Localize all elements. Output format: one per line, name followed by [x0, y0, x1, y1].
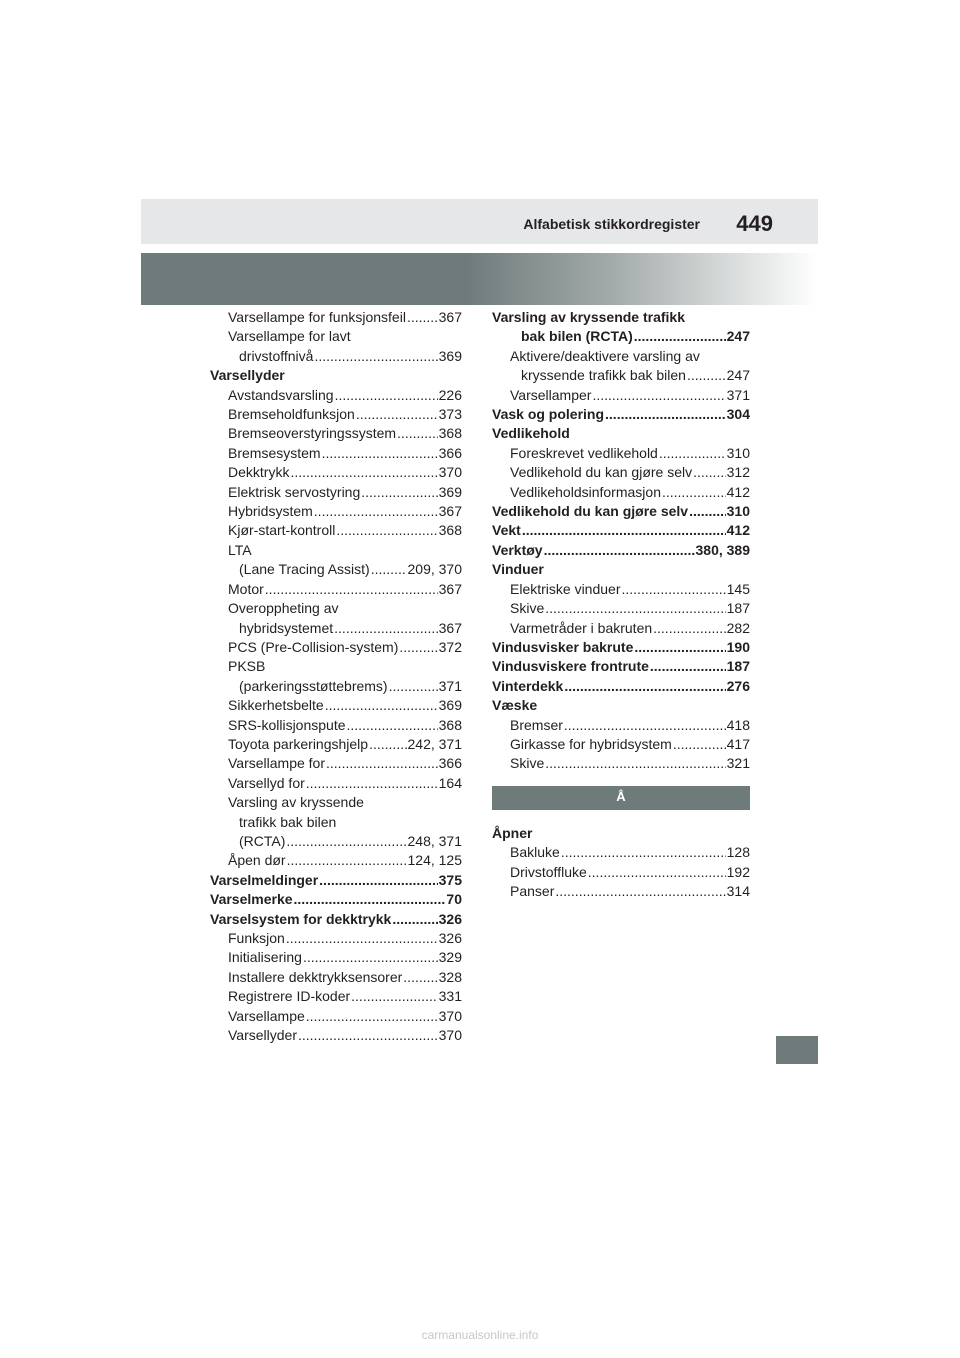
index-entry — [210, 774, 462, 793]
dot-leader — [322, 444, 438, 463]
index-entry — [210, 987, 462, 1006]
index-term: Varsellampe — [228, 1007, 305, 1024]
index-entry — [210, 366, 462, 385]
index-term: Vedlikeholdsinformasjon — [510, 483, 661, 500]
dot-leader — [407, 308, 438, 327]
index-entry — [210, 560, 462, 579]
index-entry — [492, 580, 750, 599]
index-entry — [210, 619, 462, 638]
dot-leader — [689, 502, 726, 521]
dot-leader — [298, 1026, 438, 1045]
index-term: kryssende trafikk bak bilen — [521, 367, 686, 384]
dot-leader — [314, 347, 437, 366]
index-entry — [492, 735, 750, 754]
index-term: Varsellampe for — [228, 755, 326, 772]
index-entry — [210, 580, 462, 599]
index-entry — [210, 929, 462, 948]
page-reference: 242, 371 — [407, 735, 462, 752]
dot-leader — [545, 754, 725, 773]
index-term: SRS-kollisjonspute — [228, 716, 346, 733]
index-entry — [210, 851, 462, 870]
dot-leader — [314, 502, 438, 521]
page-reference: 128 — [726, 844, 750, 861]
index-entry — [492, 463, 750, 482]
index-term: Registrere ID-koder — [228, 988, 351, 1005]
index-term: Væske — [492, 697, 538, 714]
index-entry — [210, 677, 462, 696]
index-entry — [210, 890, 462, 909]
index-term: Varsellyder — [210, 367, 285, 384]
index-term: Panser — [510, 882, 555, 899]
index-entry — [492, 824, 750, 843]
index-entry — [492, 863, 750, 882]
dot-leader — [544, 541, 695, 560]
index-term: Varselmeldinger — [210, 871, 319, 888]
dot-leader — [319, 871, 437, 890]
dot-leader — [650, 657, 726, 676]
index-term: Varsellamper — [510, 386, 592, 403]
dot-leader — [653, 619, 726, 638]
dot-leader — [561, 843, 726, 862]
index-entry — [492, 502, 750, 521]
index-entry — [210, 541, 462, 560]
index-entry — [210, 968, 462, 987]
index-term: Motor — [228, 580, 264, 597]
page-reference: 375 — [438, 871, 462, 888]
index-entry — [210, 754, 462, 773]
page-reference: 370 — [438, 464, 462, 481]
index-entry — [492, 405, 750, 424]
page-reference: 371 — [438, 677, 462, 694]
index-entry — [492, 386, 750, 405]
dot-leader — [303, 948, 438, 967]
dot-leader — [399, 638, 437, 657]
dot-leader — [397, 424, 438, 443]
page-reference: 304 — [726, 406, 750, 423]
index-entry — [492, 444, 750, 463]
index-term: Aktivere/deaktivere varsling av — [510, 347, 700, 364]
dot-leader — [336, 521, 437, 540]
index-term: Varsling av kryssende — [228, 794, 364, 811]
dot-leader — [545, 599, 725, 618]
index-list-v — [492, 308, 750, 774]
page-reference: 370 — [438, 1007, 462, 1024]
index-entry — [210, 657, 462, 676]
index-entry — [210, 813, 462, 832]
page-reference: 164 — [438, 774, 462, 791]
index-term: LTA — [228, 541, 252, 558]
dot-leader — [403, 968, 437, 987]
index-entry — [492, 541, 750, 560]
index-term: PKSB — [228, 658, 266, 675]
page-reference: 310 — [726, 503, 750, 520]
dot-leader — [294, 890, 446, 909]
page-reference: 368 — [438, 716, 462, 733]
page-reference: 247 — [726, 328, 750, 345]
page-reference: 368 — [438, 425, 462, 442]
dot-leader — [356, 405, 438, 424]
dot-leader — [693, 463, 726, 482]
index-entry — [492, 424, 750, 443]
index-term: Drivstoffluke — [510, 863, 587, 880]
index-entry — [210, 793, 462, 812]
dot-leader — [286, 832, 406, 851]
page-reference: 209, 370 — [407, 561, 462, 578]
index-term: Dekktrykk — [228, 464, 290, 481]
dot-leader — [564, 677, 725, 696]
page-reference: 412 — [726, 483, 750, 500]
watermark: carmanualsonline.info — [421, 1328, 539, 1342]
index-term: Varsellampe for lavt — [228, 328, 351, 345]
page-reference: 70 — [446, 891, 462, 908]
page-reference: 331 — [438, 988, 462, 1005]
dot-leader — [306, 1007, 438, 1026]
index-entry — [210, 405, 462, 424]
index-term: Åpen dør — [228, 852, 286, 869]
dot-leader — [634, 638, 725, 657]
index-term: Vindusvisker bakrute — [492, 638, 634, 655]
page-reference: 145 — [726, 580, 750, 597]
page-reference: 418 — [726, 716, 750, 733]
page-reference: 373 — [438, 406, 462, 423]
index-term: Vekt — [492, 522, 521, 539]
index-entry — [210, 910, 462, 929]
index-term: Varmetråder i bakruten — [510, 619, 653, 636]
dot-leader — [325, 696, 438, 715]
index-entry — [210, 386, 462, 405]
dot-leader — [622, 580, 726, 599]
index-term: Verktøy — [492, 541, 543, 558]
index-entry — [210, 638, 462, 657]
page-reference: 276 — [726, 677, 750, 694]
page-title: Alfabetisk stikkordregister — [523, 216, 700, 232]
page-reference: 366 — [438, 755, 462, 772]
index-entry — [492, 366, 750, 385]
index-term: Varsellyd for — [228, 774, 305, 791]
index-term: Bremseoverstyringssystem — [228, 425, 397, 442]
index-term: Varsellampe for funksjonsfeil — [228, 309, 406, 325]
index-term: trafikk bak bilen — [239, 813, 337, 830]
dot-leader — [361, 483, 437, 502]
index-entry — [492, 347, 750, 366]
page-reference: 329 — [438, 949, 462, 966]
page-reference: 226 — [438, 386, 462, 403]
page-reference: 369 — [438, 697, 462, 714]
index-entry — [210, 463, 462, 482]
index-term: Vask og polering — [492, 406, 605, 423]
page-reference: 367 — [438, 580, 462, 597]
index-term: Varselmerke — [210, 891, 293, 908]
index-entry — [210, 1007, 462, 1026]
index-term: Sikkerhetsbelte — [228, 697, 324, 714]
index-entry — [492, 327, 750, 346]
page-reference: 310 — [726, 444, 750, 461]
index-entry — [492, 483, 750, 502]
page-reference: 282 — [726, 619, 750, 636]
page-reference: 371 — [726, 386, 750, 403]
dot-leader — [326, 754, 438, 773]
index-term: PCS (Pre-Collision-system) — [228, 638, 399, 655]
page-reference: 321 — [726, 755, 750, 772]
dot-leader — [286, 929, 438, 948]
index-entry — [210, 444, 462, 463]
index-term: Vedlikehold du kan gjøre selv — [492, 503, 689, 520]
index-entry — [492, 521, 750, 540]
dot-leader — [290, 463, 437, 482]
index-entry — [210, 502, 462, 521]
index-entry — [210, 483, 462, 502]
index-term: Åpner — [492, 824, 533, 841]
index-entry — [492, 677, 750, 696]
page-reference: 124, 125 — [407, 852, 462, 869]
page-number: 449 — [736, 211, 773, 236]
page-reference: 247 — [726, 367, 750, 384]
index-entry — [210, 832, 462, 851]
page-reference: 192 — [726, 863, 750, 880]
index-term: Skive — [510, 600, 545, 617]
index-list-aa — [492, 824, 750, 902]
page-reference: 367 — [438, 309, 462, 325]
dot-leader — [351, 987, 437, 1006]
index-term: Funksjon — [228, 930, 285, 946]
page-reference: 187 — [726, 658, 750, 675]
index-term: Vedlikehold du kan gjøre selv — [510, 464, 693, 481]
index-term: Varsellyder — [228, 1027, 297, 1044]
index-column-left — [210, 308, 462, 1045]
page-reference: 328 — [438, 968, 462, 985]
page-reference: 369 — [438, 483, 462, 500]
index-entry — [492, 638, 750, 657]
index-term: Bremsesystem — [228, 444, 321, 461]
dot-leader — [306, 774, 438, 793]
index-term: Vindusviskere frontrute — [492, 658, 649, 675]
dot-leader — [265, 580, 438, 599]
dot-leader — [371, 560, 407, 579]
page-reference: 314 — [726, 882, 750, 899]
index-entry — [210, 948, 462, 967]
page-reference: 370 — [438, 1027, 462, 1044]
index-term: Avstandsvarsling — [228, 386, 334, 403]
page-reference: 367 — [438, 503, 462, 520]
index-entry — [210, 871, 462, 890]
index-entry — [210, 599, 462, 618]
dot-leader — [334, 619, 437, 638]
dot-leader — [687, 366, 726, 385]
index-term: Toyota parkeringshjelp — [228, 735, 369, 752]
dot-leader — [347, 716, 438, 735]
dot-leader — [555, 882, 725, 901]
page-reference: 326 — [438, 910, 462, 927]
index-entry — [492, 619, 750, 638]
index-entry — [492, 657, 750, 676]
index-entry — [492, 308, 750, 327]
dot-leader — [522, 521, 726, 540]
dot-leader — [673, 735, 726, 754]
index-entry — [492, 754, 750, 773]
index-term: Vinterdekk — [492, 677, 564, 694]
page-reference: 326 — [438, 930, 462, 946]
index-term: Hybridsystem — [228, 503, 313, 520]
dot-leader — [369, 735, 406, 754]
index-entry — [210, 696, 462, 715]
index-term: (RCTA) — [239, 832, 286, 849]
index-column-right — [492, 308, 750, 901]
page-reference: 412 — [726, 522, 750, 539]
index-term: Bremser — [510, 716, 563, 733]
dot-leader — [592, 386, 725, 405]
index-entry — [210, 1026, 462, 1045]
decorative-header-band — [141, 253, 818, 305]
dot-leader — [564, 716, 726, 735]
page-reference: 312 — [726, 464, 750, 481]
page-reference: 187 — [726, 600, 750, 617]
page-reference: 417 — [726, 735, 750, 752]
index-term: Overoppheting av — [228, 600, 339, 617]
index-term: Initialisering — [228, 949, 302, 966]
page-reference: 366 — [438, 444, 462, 461]
index-term: Varselsystem for dekktrykk — [210, 910, 392, 927]
index-term: Skive — [510, 755, 545, 772]
dot-leader — [588, 863, 726, 882]
index-term: bak bilen (RCTA) — [521, 328, 633, 345]
dot-leader — [392, 910, 437, 929]
section-tab-marker — [776, 1036, 818, 1064]
dot-leader — [662, 483, 726, 502]
index-term: hybridsystemet — [239, 619, 334, 636]
index-entry — [492, 716, 750, 735]
index-entry — [492, 843, 750, 862]
dot-leader — [335, 386, 438, 405]
index-entry — [492, 696, 750, 715]
index-entry — [492, 560, 750, 579]
dot-leader — [659, 444, 726, 463]
index-term: (Lane Tracing Assist) — [239, 561, 370, 578]
index-entry — [210, 327, 462, 346]
page-header — [141, 199, 818, 244]
index-term: Bremseholdfunksjon — [228, 406, 355, 423]
index-term: Bakluke — [510, 844, 560, 861]
page-reference: 380, 389 — [695, 541, 750, 558]
dot-leader — [605, 405, 726, 424]
index-term: Kjør-start-kontroll — [228, 522, 336, 539]
page-reference: 367 — [438, 619, 462, 636]
dot-leader — [634, 327, 726, 346]
page-reference: 248, 371 — [407, 832, 462, 849]
index-term: drivstoffnivå — [239, 347, 314, 364]
index-term: Foreskrevet vedlikehold — [510, 444, 658, 461]
index-term: Girkasse for hybridsystem — [510, 735, 672, 752]
index-entry — [210, 424, 462, 443]
dot-leader — [389, 677, 438, 696]
index-term: Vedlikehold — [492, 425, 570, 442]
page-reference: 368 — [438, 522, 462, 539]
index-term: Varsling av kryssende trafikk — [492, 309, 685, 325]
index-entry — [210, 308, 462, 327]
index-term: Elektriske vinduer — [510, 580, 621, 597]
page-reference: 369 — [438, 347, 462, 364]
index-entry — [492, 599, 750, 618]
dot-leader — [287, 851, 407, 870]
index-term: Vinduer — [492, 561, 544, 578]
section-letter-heading: Å — [492, 786, 750, 810]
index-term: (parkeringsstøttebrems) — [239, 677, 388, 694]
index-entry — [492, 882, 750, 901]
index-entry — [210, 347, 462, 366]
page-reference: 372 — [438, 638, 462, 655]
index-term: Elektrisk servostyring — [228, 483, 361, 500]
index-entry — [210, 716, 462, 735]
page-reference: 190 — [726, 638, 750, 655]
index-term: Installere dekktrykksensorer — [228, 968, 403, 985]
index-entry — [210, 521, 462, 540]
index-entry — [210, 735, 462, 754]
